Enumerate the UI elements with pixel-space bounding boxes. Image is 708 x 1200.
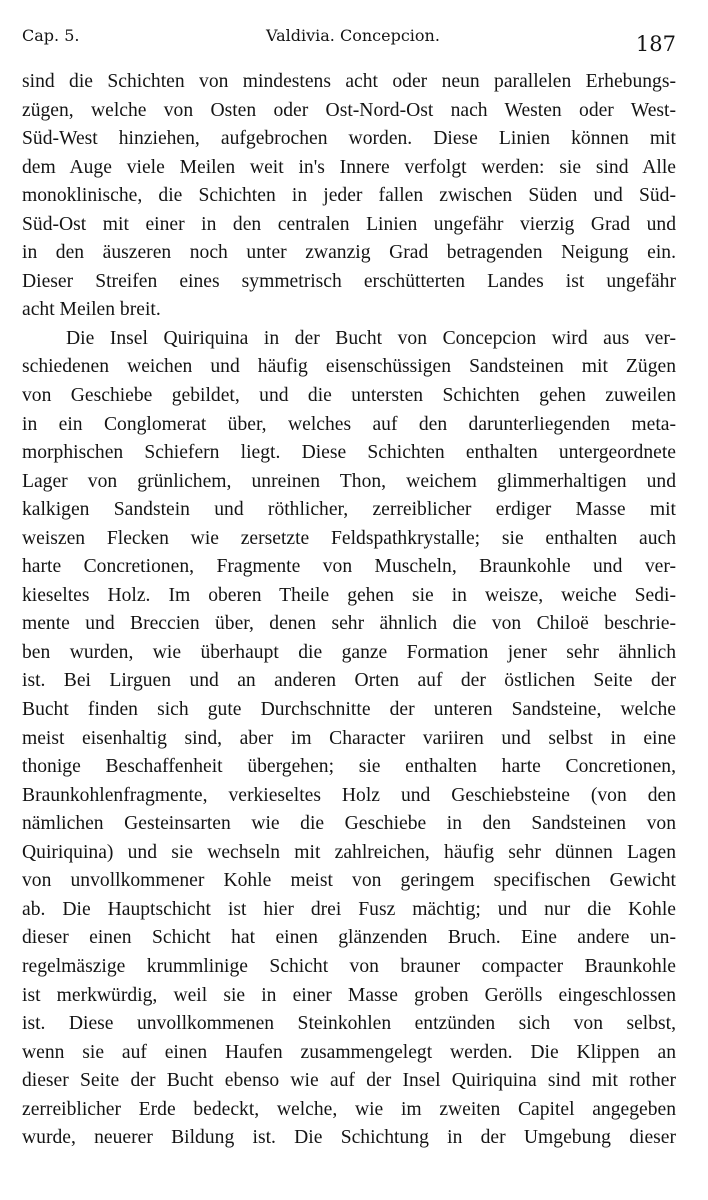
text-line: nämlichen Gesteinsarten wie die Geschiebe in den Sandsteinen von: [22, 813, 676, 835]
text-line: wurde, neuerer Bildung ist. Die Schichtung in der Umgebung dieser: [22, 1127, 676, 1149]
text-line: ist. Bei Lirguen und an anderen Orten auf der östlichen Seite der: [22, 670, 676, 692]
text-line: ist merkwürdig, weil sie in einer Masse groben Gerölls eingeschlossen: [22, 984, 676, 1006]
text-line: Quiriquina) und sie wechseln mit zahlreichen, häufig sehr dünnen Lagen: [22, 841, 676, 863]
text-line: ben wurden, wie überhaupt die ganze Formation jener sehr ähnlich: [22, 641, 676, 663]
text-line: wenn sie auf einen Haufen zusammengelegt werden. Die Klippen an: [22, 1041, 676, 1063]
text-line: Braunkohlenfragmente, verkieseltes Holz und Geschiebsteine (von den: [22, 784, 676, 806]
text-line: dieser Seite der Bucht ebenso wie auf der Insel Quiriquina sind mit rother: [22, 1070, 676, 1092]
text-line: kalkigen Sandstein und röthlicher, zerreiblicher erdiger Masse mit: [22, 499, 676, 521]
text-line: von unvollkommener Kohle meist von geringem specifischen Gewicht: [22, 870, 676, 892]
text-line: regelmäszige krummlinige Schicht von brauner compacter Braunkohle: [22, 955, 676, 977]
text-line: in ein Conglomerat über, welches auf den darunterliegenden meta-: [22, 413, 676, 435]
text-line: in den äuszeren noch unter zwanzig Grad betragenden Neigung ein.: [22, 242, 676, 264]
text-line: dem Auge viele Meilen weit in's Innere verfolgt werden: sie sind Alle: [22, 156, 676, 178]
text-line: Die Insel Quiriquina in der Bucht von Concepcion wird aus ver-: [66, 327, 676, 349]
text-line: Dieser Streifen eines symmetrisch erschütterten Landes ist ungefähr: [22, 270, 676, 292]
text-line: ab. Die Hauptschicht ist hier drei Fusz mächtig; und nur die Kohle: [22, 898, 676, 920]
text-line: zügen, welche von Osten oder Ost-Nord-Ost nach Westen oder West-: [22, 99, 676, 121]
text-line: acht Meilen breit.: [22, 299, 161, 321]
body-text: [22, 68, 676, 1153]
text-line: Süd-West hinziehen, aufgebrochen worden. Diese Linien können mit: [22, 128, 676, 150]
text-line: von Geschiebe gebildet, und die untersten Schichten gehen zuweilen: [22, 385, 676, 407]
paragraph: [22, 325, 676, 1153]
text-line: monoklinische, die Schichten in jeder fallen zwischen Süden und Süd-: [22, 185, 676, 207]
text-line: schiedenen weichen und häufig eisenschüssigen Sandsteinen mit Zügen: [22, 356, 676, 378]
page-number: 187: [635, 32, 676, 56]
text-line: Süd-Ost mit einer in den centralen Linien ungefähr vierzig Grad und: [22, 213, 676, 235]
text-line: thonige Beschaffenheit übergehen; sie enthalten harte Concretionen,: [22, 756, 676, 778]
text-line: Lager von grünlichem, unreinen Thon, weichem glimmerhaltigen und: [22, 470, 676, 492]
text-line: kieseltes Holz. Im oberen Theile gehen sie in weisze, weiche Sedi-: [22, 584, 676, 606]
chapter-label: Cap. 5.: [22, 26, 80, 45]
book-page: [22, 22, 676, 1153]
text-line: dieser einen Schicht hat einen glänzenden Bruch. Eine andere un-: [22, 927, 676, 949]
text-line: sind die Schichten von mindestens acht oder neun parallelen Erhebungs-: [22, 71, 676, 92]
text-line: Bucht finden sich gute Durchschnitte der unteren Sandsteine, welche: [22, 699, 676, 721]
text-line: zerreiblicher Erde bedeckt, welche, wie im zweiten Capitel angegeben: [22, 1098, 676, 1120]
text-line: mente und Breccien über, denen sehr ähnlich die von Chiloë beschrie-: [22, 613, 676, 635]
running-title: Valdivia. Concepcion.: [266, 26, 440, 45]
text-line: ist. Diese unvollkommenen Steinkohlen entzünden sich von selbst,: [22, 1013, 676, 1035]
text-line: morphischen Schiefern liegt. Diese Schichten enthalten untergeordnete: [22, 442, 676, 464]
text-line: meist eisenhaltig sind, aber im Character variiren und selbst in eine: [22, 727, 676, 749]
text-line: weiszen Flecken wie zersetzte Feldspathkrystalle; sie enthalten auch: [22, 527, 676, 549]
paragraph: [22, 68, 676, 325]
text-line: harte Concretionen, Fragmente von Muscheln, Braunkohle und ver-: [22, 556, 676, 578]
running-header: [22, 22, 676, 68]
